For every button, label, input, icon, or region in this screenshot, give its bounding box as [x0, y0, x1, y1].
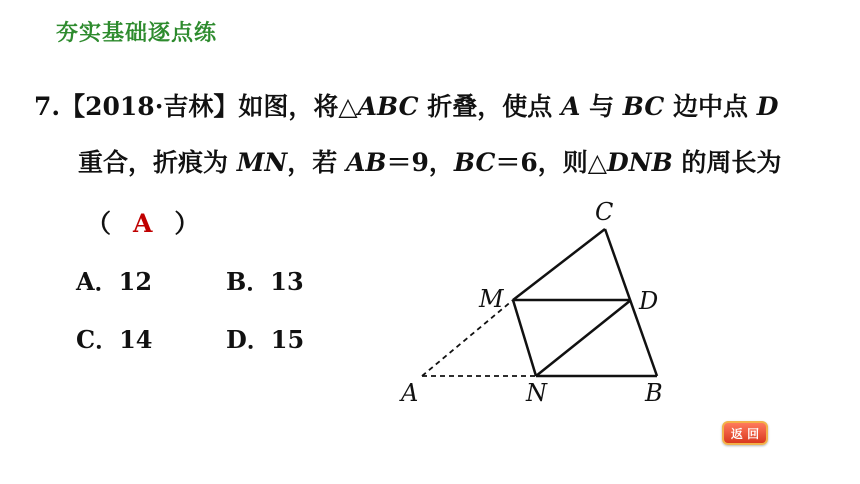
segment-cm [513, 229, 605, 300]
option-c: C．14 [76, 325, 153, 354]
math-var: BC [622, 92, 665, 121]
label-d: D [639, 287, 659, 315]
math-var: A [560, 92, 581, 121]
segment-mn [513, 300, 536, 376]
question-text: ＝9， [386, 148, 454, 177]
question-line-1 [34, 92, 778, 122]
label-m: M [479, 285, 504, 313]
question-text: 如图，将△ [238, 92, 358, 121]
option-a: A．12 [76, 267, 153, 296]
question-line-2 [78, 148, 781, 178]
answer-value: A [133, 209, 153, 238]
segment-dn [536, 300, 631, 376]
geometry-figure [395, 195, 685, 415]
question-text: 折叠，使点 [418, 92, 561, 121]
math-var: D [756, 92, 779, 121]
label-c: C [595, 198, 614, 226]
math-var: DNB [607, 148, 673, 177]
math-var: AB [345, 148, 387, 177]
math-var: BC [453, 148, 496, 177]
question-text: ＝6，则△ [495, 148, 608, 177]
question-source: 【2018·吉林】 [60, 92, 239, 121]
option-d: D．15 [226, 325, 305, 354]
question-text: 重合，折痕为 [78, 148, 237, 177]
label-a: A [401, 379, 419, 407]
option-b: B．13 [226, 267, 304, 296]
question-text: 边中点 [664, 92, 757, 121]
answer-blank [86, 204, 199, 240]
question-number: 7. [34, 92, 61, 121]
math-var: ABC [357, 92, 419, 121]
label-b: B [645, 379, 663, 407]
math-var: MN [236, 148, 288, 177]
answer-open-paren: （ [86, 209, 112, 238]
question-text: 与 [580, 92, 623, 121]
section-title: 夯实基础逐点练 [56, 21, 218, 46]
answer-close-paren: ） [174, 209, 200, 238]
label-n: N [526, 379, 547, 407]
question-text: ，若 [287, 148, 346, 177]
back-button[interactable]: 返 回 [722, 421, 768, 445]
question-text: 的周长为 [672, 148, 782, 177]
